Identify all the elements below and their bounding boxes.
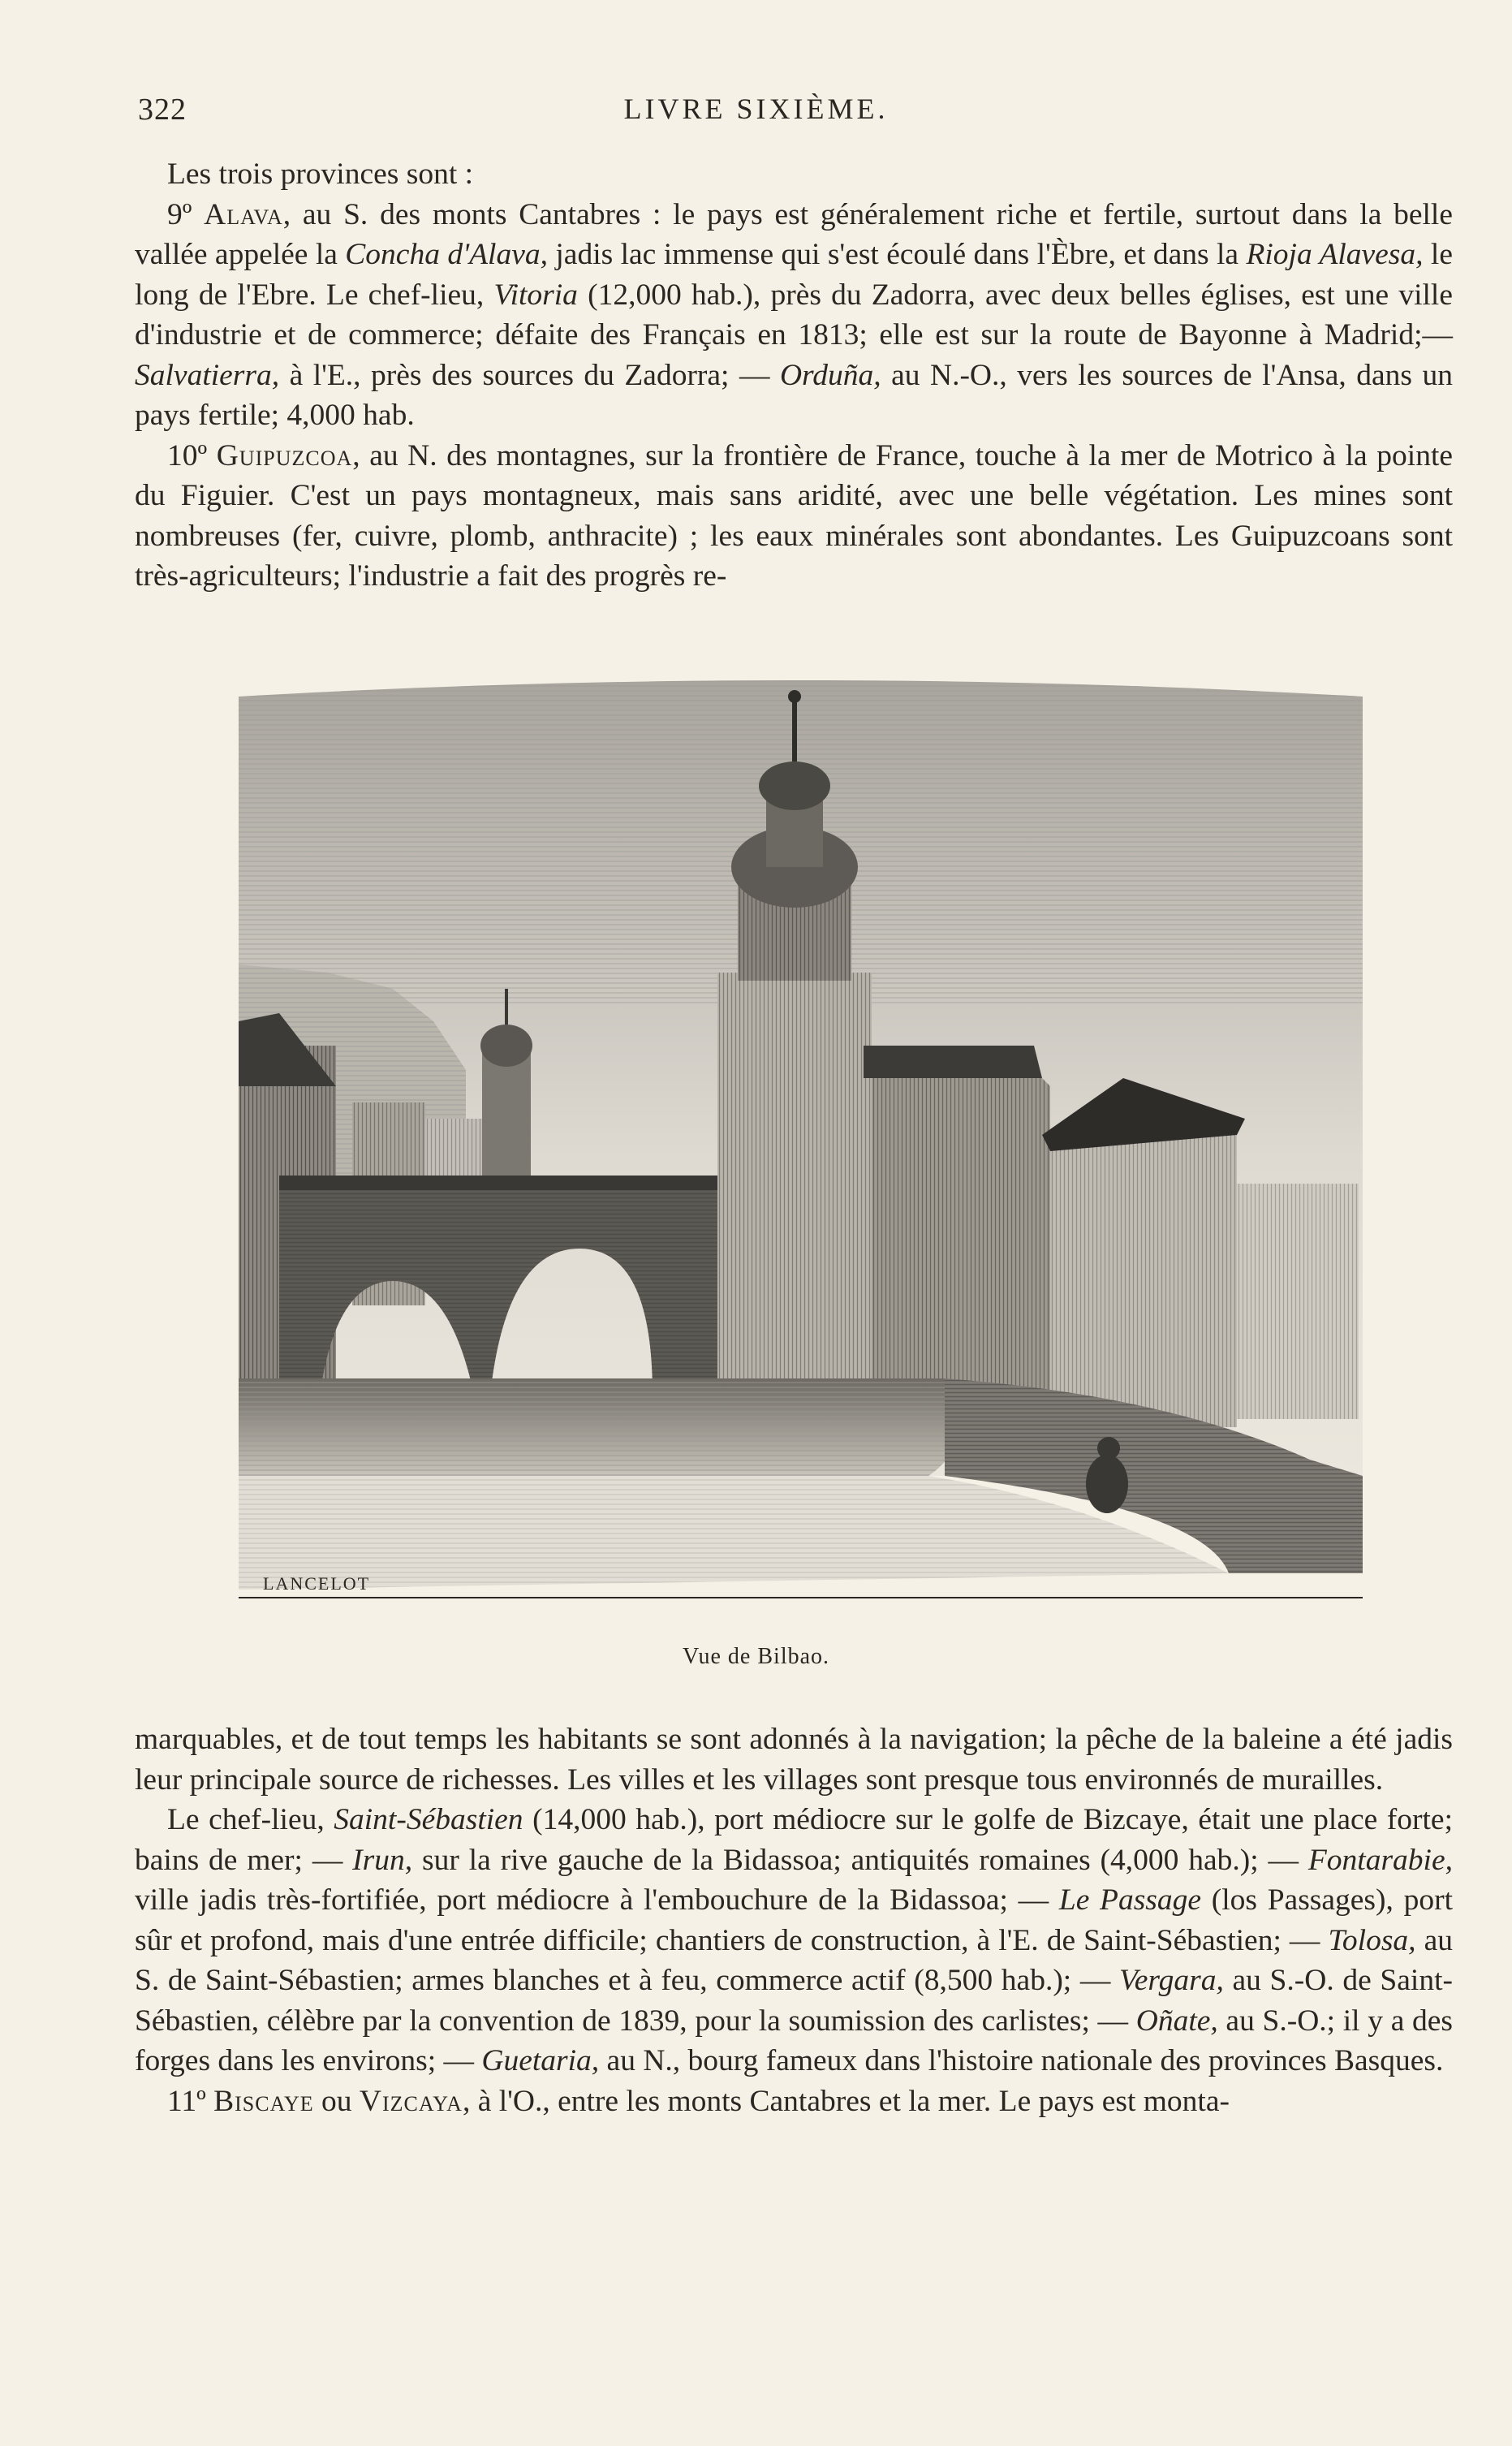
place-rioja: Rioja Alavesa, (1246, 238, 1424, 271)
paragraph-saint-sebastien (135, 1800, 1453, 2081)
text-run: ou (313, 2084, 360, 2118)
paragraph-continuation: marquables, et de tout temps les habitants se sont adonnés à la navigation; la pêche de la baleine a été jadis leur principale source de richesses. Les villes et les villages sont presque tous environnés de murailles. (135, 1723, 1453, 1797)
biscaye-name: Biscaye (213, 2084, 314, 2118)
text-run: , au S. des monts Cantabres : le pays est généralement riche et fertile, surtout dans la belle vallée appelée la (135, 197, 1453, 271)
text-run: au S.-O.; il y a des forges dans les environs; — (135, 2004, 1453, 2077)
guipuzcoa-name: Guipuzcoa (216, 438, 353, 472)
text-block-top (135, 154, 1453, 597)
page-number: 322 (138, 93, 187, 127)
text-run: (los Passages), port sûr et profond, mais d'une entrée difficile; chantiers de construction, à l'E. de Saint-Sébastien; — (135, 1883, 1453, 1957)
text-run: le long de l'Ebre. Le chef-lieu, (135, 238, 1453, 312)
text-run: , à l'O., entre les monts Cantabres et la mer. Le pays est monta- (462, 2084, 1230, 2118)
place-onate: Oñate, (1135, 2004, 1218, 2038)
place-concha: Concha d'Alava, (345, 238, 548, 271)
place-irun: Irun, (352, 1843, 413, 1877)
paragraph-biscaye (135, 2081, 1453, 2122)
text-run: à l'E., près des sources du Zadorra; — (279, 358, 780, 392)
place-le-passage: Le Passage (1058, 1883, 1202, 1917)
alava-name: Alava (204, 197, 283, 231)
text-run: au S. de Saint-Sébastien; armes blanches et à feu, commerce actif (8,500 hab.); — (135, 1923, 1453, 1997)
place-salvatierra: Salvatierra, (135, 358, 280, 392)
engraver-signature: LANCELOT (263, 1573, 371, 1594)
text-run: sur la rive gauche de la Bidassoa; antiquités romaines (4,000 hab.); — (412, 1843, 1308, 1877)
running-title: LIVRE SIXIÈME. (623, 93, 889, 125)
paragraph-guipuzcoa (135, 436, 1453, 597)
place-saint-sebastien: Saint-Sébastien (334, 1803, 523, 1836)
text-run: jadis lac immense qui s'est écoulé dans l'Èbre, et dans la (547, 238, 1247, 271)
engraving-bilbao-icon (230, 664, 1367, 1618)
figure-caption: Vue de Bilbao. (682, 1644, 830, 1669)
text-run: au N.-O., vers les sources de l'Ansa, dans un pays fertile; 4,000 hab. (135, 358, 1453, 432)
alava-number: 9º (167, 197, 192, 231)
text-run: , au N. des montagnes, sur la frontière de France, touche à la mer de Motrico à la pointe du Figuier. C'est un pays montagneux, mais sans aridité, avec une belle végétation. Les mines sont nombreuses (fer, cuivre, plomb, anthracite) ; les eaux minérales sont abondantes. Les Guipuzcoans sont très-agriculteurs; l'industrie a fait des progrès re- (135, 438, 1454, 593)
place-tolosa: Tolosa, (1328, 1923, 1416, 1957)
place-vitoria: Vitoria (493, 278, 578, 312)
biscaye-number: 11º (167, 2084, 206, 2118)
guipuzcoa-number: 10º (167, 438, 208, 472)
place-orduna: Orduña, (779, 358, 881, 392)
text-run: au S.-O. de Saint-Sébastien, célèbre par la convention de 1839, pour la soumission des carlistes; — (135, 1964, 1453, 2038)
text-run: au N., bourg fameux dans l'histoire nationale des provinces Basques. (599, 2044, 1444, 2077)
place-vergara: Vergara, (1119, 1964, 1224, 1997)
text-run: (12,000 hab.), près du Zadorra, avec deux belles églises, est une ville d'industrie et de commerce; défaite des Français en 1813; elle est sur la route de Bayonne à Madrid;— (135, 278, 1453, 352)
text-block-bottom (135, 1719, 1453, 2121)
place-fontarabie: Fontarabie, (1307, 1843, 1453, 1877)
paragraph-alava (135, 195, 1453, 436)
place-guetaria: Guetaria, (481, 2044, 600, 2077)
vizcaya-name: Vizcaya (359, 2084, 463, 2118)
text-run: ville jadis très-fortifiée, port médiocre à l'embouchure de la Bidassoa; — (135, 1883, 1059, 1917)
intro-line: Les trois provinces sont : (167, 157, 474, 191)
text-run: (14,000 hab.), port médiocre sur le golfe de Bizcaye, était une place forte; bains de mer; — (135, 1803, 1453, 1877)
text-run: Le chef-lieu, (167, 1803, 334, 1836)
